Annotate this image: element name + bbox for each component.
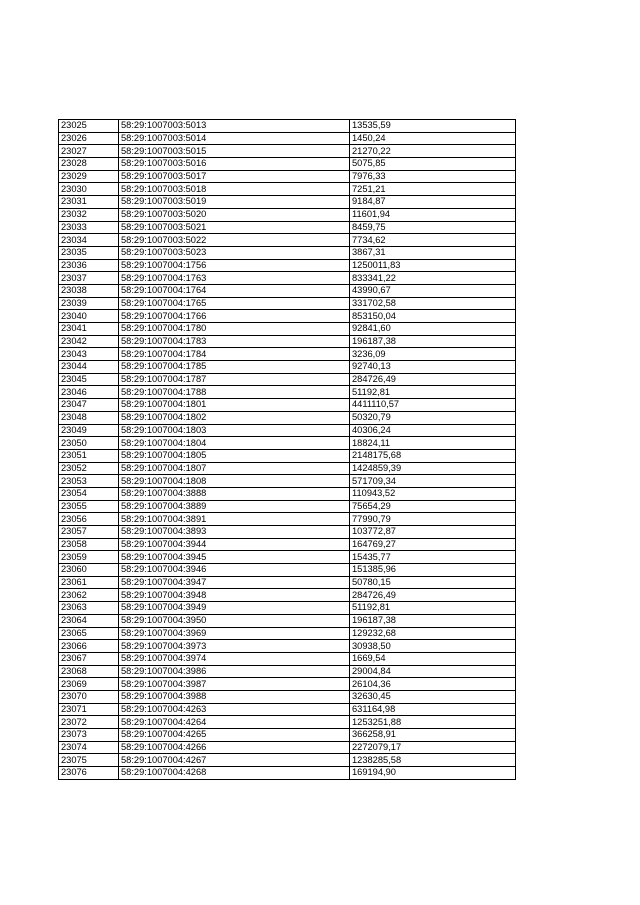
value-cell: 631164,98 — [350, 703, 516, 716]
table-row — [59, 234, 516, 247]
table-row — [59, 272, 516, 285]
table-row — [59, 716, 516, 729]
row-number-cell: 23036 — [59, 259, 119, 272]
cadastral-number-cell: 58:29:1007004:1765 — [119, 297, 350, 310]
row-number-cell: 23059 — [59, 551, 119, 564]
value-cell: 1238285,58 — [350, 754, 516, 767]
cadastral-number-cell: 58:29:1007004:1807 — [119, 462, 350, 475]
row-number-cell: 23048 — [59, 411, 119, 424]
cadastral-number-cell: 58:29:1007004:1763 — [119, 272, 350, 285]
row-number-cell: 23070 — [59, 690, 119, 703]
row-number-cell: 23063 — [59, 602, 119, 615]
row-number-cell: 23072 — [59, 716, 119, 729]
cadastral-number-cell: 58:29:1007004:1805 — [119, 449, 350, 462]
value-cell: 4411110,57 — [350, 399, 516, 412]
table-row — [59, 462, 516, 475]
value-cell: 366258,91 — [350, 729, 516, 742]
row-number-cell: 23035 — [59, 246, 119, 259]
table-row — [59, 284, 516, 297]
cadastral-number-cell: 58:29:1007004:1808 — [119, 475, 350, 488]
row-number-cell: 23045 — [59, 373, 119, 386]
cadastral-number-cell: 58:29:1007004:3974 — [119, 652, 350, 665]
cadastral-number-cell: 58:29:1007004:3986 — [119, 665, 350, 678]
value-cell: 1450,24 — [350, 132, 516, 145]
table-row — [59, 145, 516, 158]
value-cell: 92841,60 — [350, 323, 516, 336]
cadastral-number-cell: 58:29:1007003:5017 — [119, 170, 350, 183]
table-row — [59, 475, 516, 488]
table-row — [59, 576, 516, 589]
table-row — [59, 310, 516, 323]
row-number-cell: 23044 — [59, 361, 119, 374]
cadastral-number-cell: 58:29:1007003:5014 — [119, 132, 350, 145]
value-cell: 30938,50 — [350, 640, 516, 653]
row-number-cell: 23066 — [59, 640, 119, 653]
table-row — [59, 729, 516, 742]
cadastral-number-cell: 58:29:1007004:1804 — [119, 437, 350, 450]
value-cell: 3867,31 — [350, 246, 516, 259]
cadastral-number-cell: 58:29:1007004:1785 — [119, 361, 350, 374]
table-row — [59, 183, 516, 196]
value-cell: 1250011,83 — [350, 259, 516, 272]
value-cell: 853150,04 — [350, 310, 516, 323]
row-number-cell: 23067 — [59, 652, 119, 665]
cadastral-number-cell: 58:29:1007003:5013 — [119, 120, 350, 133]
cadastral-number-cell: 58:29:1007004:1803 — [119, 424, 350, 437]
table-row — [59, 132, 516, 145]
table-row — [59, 767, 516, 780]
cadastral-number-cell: 58:29:1007004:3944 — [119, 538, 350, 551]
value-cell: 103772,87 — [350, 526, 516, 539]
value-cell: 50780,15 — [350, 576, 516, 589]
value-cell: 15435,77 — [350, 551, 516, 564]
value-cell: 8459,75 — [350, 221, 516, 234]
cadastral-number-cell: 58:29:1007004:1766 — [119, 310, 350, 323]
table-row — [59, 526, 516, 539]
table-row — [59, 678, 516, 691]
value-cell: 196187,38 — [350, 614, 516, 627]
value-cell: 110943,52 — [350, 487, 516, 500]
cadastral-number-cell: 58:29:1007004:1802 — [119, 411, 350, 424]
cadastral-number-cell: 58:29:1007004:3949 — [119, 602, 350, 615]
table-body — [59, 120, 516, 780]
row-number-cell: 23068 — [59, 665, 119, 678]
value-cell: 18824,11 — [350, 437, 516, 450]
value-cell: 50320,79 — [350, 411, 516, 424]
row-number-cell: 23073 — [59, 729, 119, 742]
row-number-cell: 23043 — [59, 348, 119, 361]
value-cell: 2272079,17 — [350, 741, 516, 754]
row-number-cell: 23031 — [59, 196, 119, 209]
value-cell: 1669,54 — [350, 652, 516, 665]
cadastral-number-cell: 58:29:1007004:3893 — [119, 526, 350, 539]
table-row — [59, 259, 516, 272]
row-number-cell: 23032 — [59, 208, 119, 221]
row-number-cell: 23064 — [59, 614, 119, 627]
value-cell: 571709,34 — [350, 475, 516, 488]
table-row — [59, 386, 516, 399]
table-row — [59, 627, 516, 640]
value-cell: 1424859,39 — [350, 462, 516, 475]
table-row — [59, 487, 516, 500]
table-row — [59, 424, 516, 437]
cadastral-number-cell: 58:29:1007003:5021 — [119, 221, 350, 234]
table-row — [59, 297, 516, 310]
value-cell: 7734,62 — [350, 234, 516, 247]
value-cell: 92740,13 — [350, 361, 516, 374]
table-row — [59, 703, 516, 716]
row-number-cell: 23027 — [59, 145, 119, 158]
table-row — [59, 564, 516, 577]
value-cell: 284726,49 — [350, 373, 516, 386]
table-row — [59, 323, 516, 336]
table-row — [59, 208, 516, 221]
table-row — [59, 589, 516, 602]
table-row — [59, 640, 516, 653]
table-row — [59, 652, 516, 665]
row-number-cell: 23074 — [59, 741, 119, 754]
cadastral-number-cell: 58:29:1007004:1756 — [119, 259, 350, 272]
cadastral-number-cell: 58:29:1007004:3948 — [119, 589, 350, 602]
cadastral-number-cell: 58:29:1007004:4267 — [119, 754, 350, 767]
cadastral-number-cell: 58:29:1007003:5019 — [119, 196, 350, 209]
table-row — [59, 196, 516, 209]
row-number-cell: 23034 — [59, 234, 119, 247]
value-cell: 7251,21 — [350, 183, 516, 196]
row-number-cell: 23056 — [59, 513, 119, 526]
value-cell: 1253251,88 — [350, 716, 516, 729]
table-row — [59, 551, 516, 564]
value-cell: 9184,87 — [350, 196, 516, 209]
value-cell: 3236,09 — [350, 348, 516, 361]
row-number-cell: 23049 — [59, 424, 119, 437]
table-row — [59, 602, 516, 615]
cadastral-number-cell: 58:29:1007004:1764 — [119, 284, 350, 297]
value-cell: 2148175,68 — [350, 449, 516, 462]
cadastral-number-cell: 58:29:1007004:4268 — [119, 767, 350, 780]
cadastral-number-cell: 58:29:1007004:1784 — [119, 348, 350, 361]
data-table — [58, 119, 516, 780]
cadastral-number-cell: 58:29:1007004:3973 — [119, 640, 350, 653]
value-cell: 51192,81 — [350, 386, 516, 399]
value-cell: 331702,58 — [350, 297, 516, 310]
row-number-cell: 23042 — [59, 335, 119, 348]
row-number-cell: 23062 — [59, 589, 119, 602]
row-number-cell: 23075 — [59, 754, 119, 767]
cadastral-number-cell: 58:29:1007004:1783 — [119, 335, 350, 348]
table-row — [59, 373, 516, 386]
row-number-cell: 23065 — [59, 627, 119, 640]
row-number-cell: 23047 — [59, 399, 119, 412]
row-number-cell: 23052 — [59, 462, 119, 475]
value-cell: 77990,79 — [350, 513, 516, 526]
row-number-cell: 23033 — [59, 221, 119, 234]
cadastral-number-cell: 58:29:1007004:3947 — [119, 576, 350, 589]
cadastral-number-cell: 58:29:1007004:1801 — [119, 399, 350, 412]
value-cell: 164769,27 — [350, 538, 516, 551]
table-row — [59, 361, 516, 374]
row-number-cell: 23038 — [59, 284, 119, 297]
cadastral-number-cell: 58:29:1007004:3945 — [119, 551, 350, 564]
value-cell: 833341,22 — [350, 272, 516, 285]
cadastral-number-cell: 58:29:1007004:3988 — [119, 690, 350, 703]
row-number-cell: 23029 — [59, 170, 119, 183]
cadastral-number-cell: 58:29:1007004:4265 — [119, 729, 350, 742]
table-row — [59, 120, 516, 133]
table-row — [59, 665, 516, 678]
table-row — [59, 614, 516, 627]
table-row — [59, 335, 516, 348]
value-cell: 129232,68 — [350, 627, 516, 640]
row-number-cell: 23028 — [59, 158, 119, 171]
value-cell: 26104,36 — [350, 678, 516, 691]
table-row — [59, 690, 516, 703]
value-cell: 51192,81 — [350, 602, 516, 615]
row-number-cell: 23061 — [59, 576, 119, 589]
cadastral-number-cell: 58:29:1007004:4266 — [119, 741, 350, 754]
table-row — [59, 437, 516, 450]
cadastral-number-cell: 58:29:1007004:1787 — [119, 373, 350, 386]
table-row — [59, 170, 516, 183]
value-cell: 13535,59 — [350, 120, 516, 133]
table-row — [59, 221, 516, 234]
table-row — [59, 348, 516, 361]
row-number-cell: 23057 — [59, 526, 119, 539]
row-number-cell: 23051 — [59, 449, 119, 462]
value-cell: 32630,45 — [350, 690, 516, 703]
row-number-cell: 23030 — [59, 183, 119, 196]
value-cell: 5075,85 — [350, 158, 516, 171]
table-row — [59, 538, 516, 551]
cadastral-number-cell: 58:29:1007004:3891 — [119, 513, 350, 526]
value-cell: 196187,38 — [350, 335, 516, 348]
row-number-cell: 23026 — [59, 132, 119, 145]
table-row — [59, 399, 516, 412]
row-number-cell: 23039 — [59, 297, 119, 310]
row-number-cell: 23058 — [59, 538, 119, 551]
value-cell: 169194,90 — [350, 767, 516, 780]
row-number-cell: 23040 — [59, 310, 119, 323]
table-row — [59, 411, 516, 424]
cadastral-number-cell: 58:29:1007004:4264 — [119, 716, 350, 729]
cadastral-number-cell: 58:29:1007003:5018 — [119, 183, 350, 196]
table-row — [59, 741, 516, 754]
cadastral-number-cell: 58:29:1007004:3950 — [119, 614, 350, 627]
value-cell: 29004,84 — [350, 665, 516, 678]
cadastral-number-cell: 58:29:1007004:4263 — [119, 703, 350, 716]
row-number-cell: 23060 — [59, 564, 119, 577]
cadastral-number-cell: 58:29:1007004:3946 — [119, 564, 350, 577]
row-number-cell: 23037 — [59, 272, 119, 285]
cadastral-number-cell: 58:29:1007003:5022 — [119, 234, 350, 247]
row-number-cell: 23055 — [59, 500, 119, 513]
table-row — [59, 754, 516, 767]
row-number-cell: 23071 — [59, 703, 119, 716]
cadastral-number-cell: 58:29:1007004:3987 — [119, 678, 350, 691]
row-number-cell: 23054 — [59, 487, 119, 500]
table-row — [59, 513, 516, 526]
cadastral-number-cell: 58:29:1007004:1780 — [119, 323, 350, 336]
cadastral-number-cell: 58:29:1007004:1788 — [119, 386, 350, 399]
cadastral-number-cell: 58:29:1007004:3889 — [119, 500, 350, 513]
value-cell: 284726,49 — [350, 589, 516, 602]
row-number-cell: 23076 — [59, 767, 119, 780]
row-number-cell: 23050 — [59, 437, 119, 450]
value-cell: 40306,24 — [350, 424, 516, 437]
table-row — [59, 246, 516, 259]
row-number-cell: 23046 — [59, 386, 119, 399]
row-number-cell: 23025 — [59, 120, 119, 133]
value-cell: 151385,96 — [350, 564, 516, 577]
cadastral-number-cell: 58:29:1007003:5023 — [119, 246, 350, 259]
table-row — [59, 500, 516, 513]
table-row — [59, 449, 516, 462]
table-row — [59, 158, 516, 171]
value-cell: 7976,33 — [350, 170, 516, 183]
cadastral-number-cell: 58:29:1007004:3969 — [119, 627, 350, 640]
row-number-cell: 23069 — [59, 678, 119, 691]
cadastral-number-cell: 58:29:1007003:5015 — [119, 145, 350, 158]
cadastral-number-cell: 58:29:1007003:5020 — [119, 208, 350, 221]
row-number-cell: 23053 — [59, 475, 119, 488]
value-cell: 11601,94 — [350, 208, 516, 221]
row-number-cell: 23041 — [59, 323, 119, 336]
value-cell: 75654,29 — [350, 500, 516, 513]
cadastral-number-cell: 58:29:1007003:5016 — [119, 158, 350, 171]
value-cell: 43990,67 — [350, 284, 516, 297]
cadastral-number-cell: 58:29:1007004:3888 — [119, 487, 350, 500]
value-cell: 21270,22 — [350, 145, 516, 158]
